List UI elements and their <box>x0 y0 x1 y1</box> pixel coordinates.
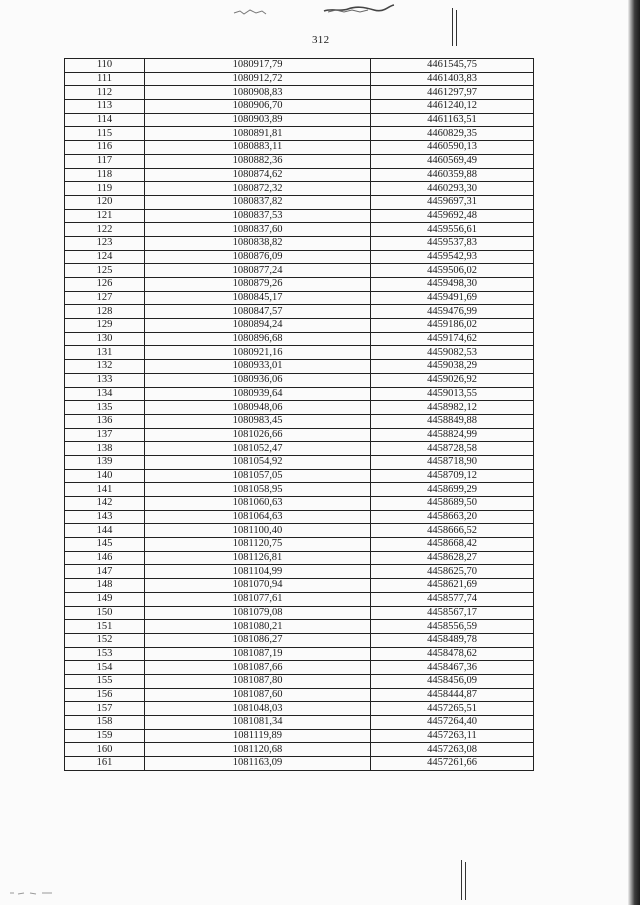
point-number-cell: 150 <box>65 606 145 620</box>
x-coordinate-cell: 1081120,75 <box>145 538 371 552</box>
table-row <box>65 332 534 346</box>
x-coordinate-cell: 1080847,57 <box>145 305 371 319</box>
x-coordinate-cell: 1081052,47 <box>145 442 371 456</box>
point-number-cell: 111 <box>65 72 145 86</box>
x-coordinate-cell: 1080882,36 <box>145 154 371 168</box>
point-number-cell: 160 <box>65 743 145 757</box>
table-row <box>65 716 534 730</box>
y-coordinate-cell: 4459186,02 <box>371 319 534 333</box>
point-number-cell: 159 <box>65 729 145 743</box>
x-coordinate-cell: 1081087,60 <box>145 688 371 702</box>
point-number-cell: 147 <box>65 565 145 579</box>
table-row <box>65 743 534 757</box>
binder-line <box>456 10 457 46</box>
y-coordinate-cell: 4458709,12 <box>371 469 534 483</box>
x-coordinate-cell: 1080894,24 <box>145 319 371 333</box>
x-coordinate-cell: 1081104,99 <box>145 565 371 579</box>
point-number-cell: 161 <box>65 757 145 771</box>
table-row <box>65 565 534 579</box>
table-row <box>65 195 534 209</box>
point-number-cell: 152 <box>65 633 145 647</box>
x-coordinate-cell: 1080845,17 <box>145 291 371 305</box>
y-coordinate-cell: 4459026,92 <box>371 373 534 387</box>
point-number-cell: 155 <box>65 674 145 688</box>
x-coordinate-cell: 1081087,80 <box>145 674 371 688</box>
x-coordinate-cell: 1080906,70 <box>145 100 371 114</box>
table-row <box>65 620 534 634</box>
y-coordinate-cell: 4459038,29 <box>371 360 534 374</box>
y-coordinate-cell: 4458628,27 <box>371 551 534 565</box>
point-number-cell: 141 <box>65 483 145 497</box>
table-row <box>65 346 534 360</box>
point-number-cell: 136 <box>65 414 145 428</box>
table-row <box>65 305 534 319</box>
x-coordinate-cell: 1080912,72 <box>145 72 371 86</box>
table-row <box>65 674 534 688</box>
table-row <box>65 469 534 483</box>
x-coordinate-cell: 1080876,09 <box>145 250 371 264</box>
point-number-cell: 116 <box>65 141 145 155</box>
table-row <box>65 579 534 593</box>
point-number-cell: 127 <box>65 291 145 305</box>
point-number-cell: 113 <box>65 100 145 114</box>
x-coordinate-cell: 1081064,63 <box>145 510 371 524</box>
y-coordinate-cell: 4458849,88 <box>371 414 534 428</box>
table-row <box>65 401 534 415</box>
y-coordinate-cell: 4458982,12 <box>371 401 534 415</box>
point-number-cell: 158 <box>65 716 145 730</box>
point-number-cell: 121 <box>65 209 145 223</box>
point-number-cell: 122 <box>65 223 145 237</box>
y-coordinate-cell: 4458556,59 <box>371 620 534 634</box>
table-row <box>65 373 534 387</box>
x-coordinate-cell: 1080877,24 <box>145 264 371 278</box>
y-coordinate-cell: 4460829,35 <box>371 127 534 141</box>
x-coordinate-cell: 1080837,82 <box>145 195 371 209</box>
x-coordinate-cell: 1080903,89 <box>145 113 371 127</box>
table-row <box>65 551 534 565</box>
x-coordinate-cell: 1081026,66 <box>145 428 371 442</box>
x-coordinate-cell: 1080883,11 <box>145 141 371 155</box>
point-number-cell: 145 <box>65 538 145 552</box>
table-row <box>65 606 534 620</box>
y-coordinate-cell: 4459476,99 <box>371 305 534 319</box>
table-row <box>65 729 534 743</box>
x-coordinate-cell: 1081079,08 <box>145 606 371 620</box>
point-number-cell: 120 <box>65 195 145 209</box>
table-row <box>65 592 534 606</box>
table-row <box>65 319 534 333</box>
y-coordinate-cell: 4460569,49 <box>371 154 534 168</box>
y-coordinate-cell: 4458668,42 <box>371 538 534 552</box>
x-coordinate-cell: 1081119,89 <box>145 729 371 743</box>
point-number-cell: 126 <box>65 278 145 292</box>
point-number-cell: 115 <box>65 127 145 141</box>
x-coordinate-cell: 1080933,01 <box>145 360 371 374</box>
table-row <box>65 127 534 141</box>
table-row <box>65 236 534 250</box>
y-coordinate-cell: 4458689,50 <box>371 497 534 511</box>
x-coordinate-cell: 1080908,83 <box>145 86 371 100</box>
page-edge-shadow <box>628 0 640 905</box>
table-row <box>65 688 534 702</box>
point-number-cell: 130 <box>65 332 145 346</box>
x-coordinate-cell: 1080872,32 <box>145 182 371 196</box>
y-coordinate-cell: 4457264,40 <box>371 716 534 730</box>
table-row <box>65 250 534 264</box>
table-row <box>65 168 534 182</box>
x-coordinate-cell: 1081087,66 <box>145 661 371 675</box>
table-row <box>65 633 534 647</box>
x-coordinate-cell: 1080939,64 <box>145 387 371 401</box>
y-coordinate-cell: 4460359,88 <box>371 168 534 182</box>
x-coordinate-cell: 1081087,19 <box>145 647 371 661</box>
y-coordinate-cell: 4457261,66 <box>371 757 534 771</box>
table-row <box>65 387 534 401</box>
point-number-cell: 135 <box>65 401 145 415</box>
point-number-cell: 144 <box>65 524 145 538</box>
y-coordinate-cell: 4457265,51 <box>371 702 534 716</box>
coordinates-table-body <box>65 59 534 771</box>
table-row <box>65 510 534 524</box>
y-coordinate-cell: 4457263,08 <box>371 743 534 757</box>
x-coordinate-cell: 1080837,60 <box>145 223 371 237</box>
point-number-cell: 134 <box>65 387 145 401</box>
point-number-cell: 151 <box>65 620 145 634</box>
table-row <box>65 647 534 661</box>
y-coordinate-cell: 4458456,09 <box>371 674 534 688</box>
table-row <box>65 661 534 675</box>
x-coordinate-cell: 1081058,95 <box>145 483 371 497</box>
point-number-cell: 133 <box>65 373 145 387</box>
table-row <box>65 113 534 127</box>
x-coordinate-cell: 1080917,79 <box>145 59 371 73</box>
table-row <box>65 291 534 305</box>
x-coordinate-cell: 1081048,03 <box>145 702 371 716</box>
x-coordinate-cell: 1081057,05 <box>145 469 371 483</box>
point-number-cell: 140 <box>65 469 145 483</box>
point-number-cell: 148 <box>65 579 145 593</box>
table-row <box>65 702 534 716</box>
y-coordinate-cell: 4461403,83 <box>371 72 534 86</box>
y-coordinate-cell: 4458718,90 <box>371 455 534 469</box>
x-coordinate-cell: 1080983,45 <box>145 414 371 428</box>
x-coordinate-cell: 1080936,06 <box>145 373 371 387</box>
point-number-cell: 154 <box>65 661 145 675</box>
table-row <box>65 360 534 374</box>
x-coordinate-cell: 1081081,34 <box>145 716 371 730</box>
y-coordinate-cell: 4459498,30 <box>371 278 534 292</box>
table-row <box>65 428 534 442</box>
y-coordinate-cell: 4458699,29 <box>371 483 534 497</box>
binder-line <box>452 8 453 46</box>
x-coordinate-cell: 1081054,92 <box>145 455 371 469</box>
scan-smudge <box>232 8 268 16</box>
y-coordinate-cell: 4458824,99 <box>371 428 534 442</box>
point-number-cell: 131 <box>65 346 145 360</box>
point-number-cell: 138 <box>65 442 145 456</box>
table-row <box>65 86 534 100</box>
y-coordinate-cell: 4459537,83 <box>371 236 534 250</box>
table-row <box>65 209 534 223</box>
y-coordinate-cell: 4460293,30 <box>371 182 534 196</box>
x-coordinate-cell: 1080896,68 <box>145 332 371 346</box>
table-row <box>65 414 534 428</box>
x-coordinate-cell: 1080838,82 <box>145 236 371 250</box>
point-number-cell: 142 <box>65 497 145 511</box>
table-row <box>65 278 534 292</box>
y-coordinate-cell: 4459506,02 <box>371 264 534 278</box>
y-coordinate-cell: 4460590,13 <box>371 141 534 155</box>
x-coordinate-cell: 1081080,21 <box>145 620 371 634</box>
x-coordinate-cell: 1081086,27 <box>145 633 371 647</box>
x-coordinate-cell: 1080948,06 <box>145 401 371 415</box>
point-number-cell: 117 <box>65 154 145 168</box>
point-number-cell: 137 <box>65 428 145 442</box>
y-coordinate-cell: 4459692,48 <box>371 209 534 223</box>
point-number-cell: 118 <box>65 168 145 182</box>
y-coordinate-cell: 4458625,70 <box>371 565 534 579</box>
table-row <box>65 264 534 278</box>
y-coordinate-cell: 4459013,55 <box>371 387 534 401</box>
y-coordinate-cell: 4457263,11 <box>371 729 534 743</box>
point-number-cell: 114 <box>65 113 145 127</box>
point-number-cell: 156 <box>65 688 145 702</box>
y-coordinate-cell: 4458467,36 <box>371 661 534 675</box>
x-coordinate-cell: 1081060,63 <box>145 497 371 511</box>
y-coordinate-cell: 4458663,20 <box>371 510 534 524</box>
table-row <box>65 524 534 538</box>
y-coordinate-cell: 4459697,31 <box>371 195 534 209</box>
x-coordinate-cell: 1081120,68 <box>145 743 371 757</box>
x-coordinate-cell: 1081070,94 <box>145 579 371 593</box>
x-coordinate-cell: 1080874,62 <box>145 168 371 182</box>
x-coordinate-cell: 1081126,81 <box>145 551 371 565</box>
table-row <box>65 72 534 86</box>
x-coordinate-cell: 1080921,16 <box>145 346 371 360</box>
x-coordinate-cell: 1080879,26 <box>145 278 371 292</box>
point-number-cell: 143 <box>65 510 145 524</box>
point-number-cell: 110 <box>65 59 145 73</box>
y-coordinate-cell: 4458567,17 <box>371 606 534 620</box>
table-row <box>65 154 534 168</box>
y-coordinate-cell: 4458478,62 <box>371 647 534 661</box>
point-number-cell: 128 <box>65 305 145 319</box>
y-coordinate-cell: 4458489,78 <box>371 633 534 647</box>
table-row <box>65 223 534 237</box>
point-number-cell: 157 <box>65 702 145 716</box>
x-coordinate-cell: 1080891,81 <box>145 127 371 141</box>
point-number-cell: 129 <box>65 319 145 333</box>
y-coordinate-cell: 4461240,12 <box>371 100 534 114</box>
point-number-cell: 146 <box>65 551 145 565</box>
table-row <box>65 538 534 552</box>
y-coordinate-cell: 4458728,58 <box>371 442 534 456</box>
point-number-cell: 124 <box>65 250 145 264</box>
x-coordinate-cell: 1080837,53 <box>145 209 371 223</box>
table-row <box>65 59 534 73</box>
point-number-cell: 132 <box>65 360 145 374</box>
scan-smudge <box>8 890 56 896</box>
table-row <box>65 455 534 469</box>
table-row <box>65 483 534 497</box>
x-coordinate-cell: 1081100,40 <box>145 524 371 538</box>
table-row <box>65 757 534 771</box>
y-coordinate-cell: 4458444,87 <box>371 688 534 702</box>
point-number-cell: 119 <box>65 182 145 196</box>
x-coordinate-cell: 1081163,09 <box>145 757 371 771</box>
y-coordinate-cell: 4459556,61 <box>371 223 534 237</box>
binder-line <box>465 862 466 900</box>
x-coordinate-cell: 1081077,61 <box>145 592 371 606</box>
y-coordinate-cell: 4459542,93 <box>371 250 534 264</box>
point-number-cell: 123 <box>65 236 145 250</box>
scan-smudge <box>322 4 396 14</box>
coordinates-table <box>64 58 534 771</box>
table-row <box>65 182 534 196</box>
y-coordinate-cell: 4458621,69 <box>371 579 534 593</box>
y-coordinate-cell: 4459174,62 <box>371 332 534 346</box>
point-number-cell: 139 <box>65 455 145 469</box>
table-row <box>65 100 534 114</box>
table-row <box>65 141 534 155</box>
table-row <box>65 442 534 456</box>
y-coordinate-cell: 4461545,75 <box>371 59 534 73</box>
binder-line <box>461 860 462 900</box>
table-row <box>65 497 534 511</box>
y-coordinate-cell: 4459082,53 <box>371 346 534 360</box>
y-coordinate-cell: 4458666,52 <box>371 524 534 538</box>
y-coordinate-cell: 4459491,69 <box>371 291 534 305</box>
y-coordinate-cell: 4461163,51 <box>371 113 534 127</box>
page-number: 312 <box>312 34 330 46</box>
point-number-cell: 125 <box>65 264 145 278</box>
y-coordinate-cell: 4458577,74 <box>371 592 534 606</box>
point-number-cell: 153 <box>65 647 145 661</box>
y-coordinate-cell: 4461297,97 <box>371 86 534 100</box>
point-number-cell: 112 <box>65 86 145 100</box>
point-number-cell: 149 <box>65 592 145 606</box>
